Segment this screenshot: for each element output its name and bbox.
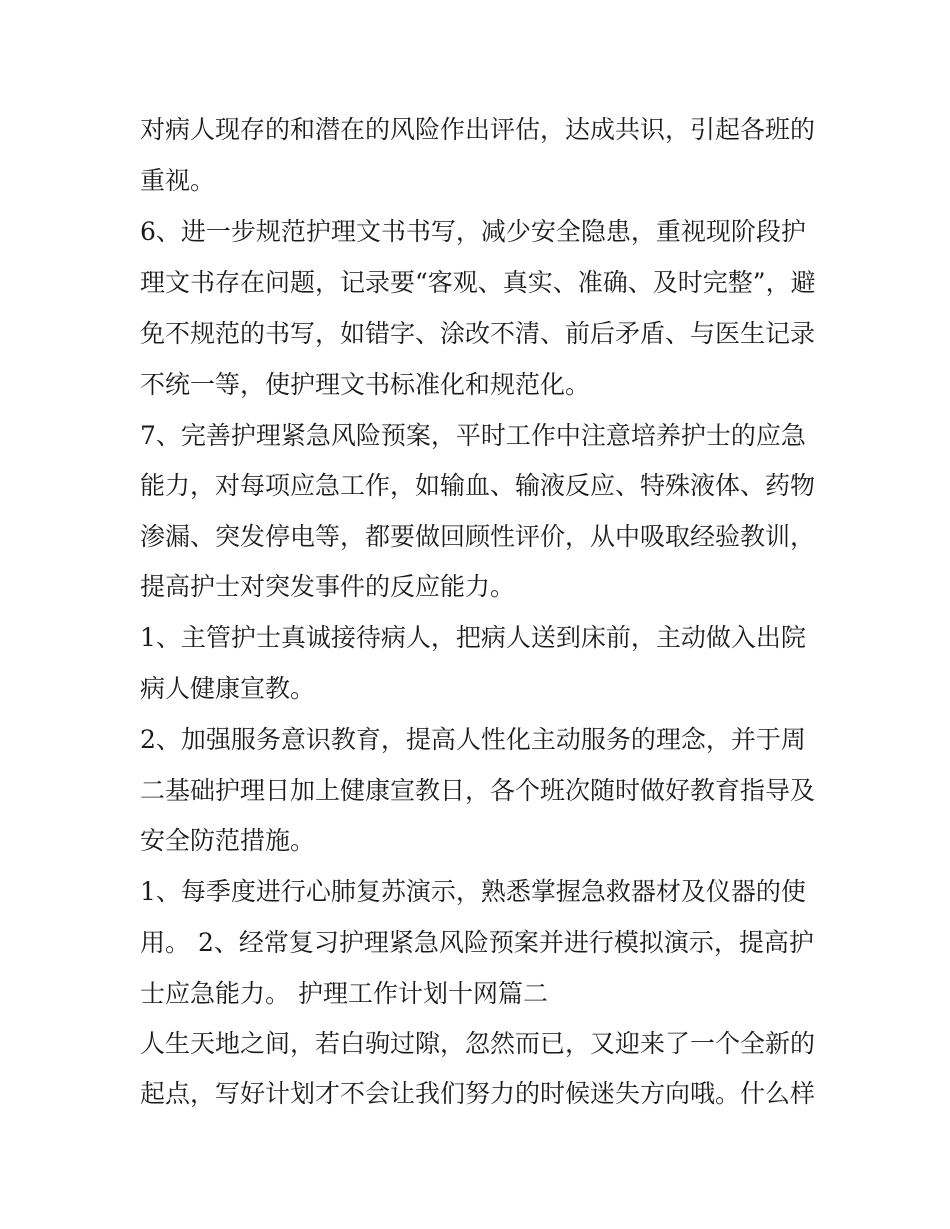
text-line: 免不规范的书写，如错字、涂改不清、前后矛盾、与医生记录 (140, 319, 816, 348)
text-line: 6、进一步规范护理文书书写，减少安全隐患，重视现阶段护 (140, 217, 806, 246)
text-line: 重视。 (140, 166, 216, 195)
text-line: 不统一等，使护理文书标准化和规范化。 (140, 370, 591, 399)
text-line: 能力，对每项应急工作，如输血、输液反应、特殊液体、药物 (140, 471, 816, 500)
text-line: 对病人现存的和潜在的风险作出评估，达成共识，引起各班的 (140, 115, 816, 144)
text-line: 2、加强服务意识教育，提高人性化主动服务的理念，并于周 (140, 725, 806, 754)
text-line: 1、主管护士真诚接待病人，把病人送到床前，主动做入出院 (140, 623, 806, 652)
text-line: 士应急能力。 护理工作计划十网篇二 (140, 979, 548, 1008)
text-line: 提高护士对突发事件的反应能力。 (140, 572, 516, 601)
text-line: 用。 2、经常复习护理紧急风险预案并进行模拟演示，提高护 (140, 928, 814, 957)
text-line: 渗漏、突发停电等，都要做回顾性评价，从中吸取经验教训， (140, 522, 816, 551)
text-line: 二基础护理日加上健康宣教日，各个班次随时做好教育指导及 (140, 776, 816, 805)
text-line: 理文书存在问题，记录要“客观、真实、准确、及时完整”，避 (140, 268, 816, 297)
text-line: 人生天地之间，若白驹过隙，忽然而已，又迎来了一个全新的 (140, 1029, 816, 1058)
text-line: 1、每季度进行心肺复苏演示，熟悉掌握急救器材及仪器的使 (140, 877, 806, 906)
text-line: 病人健康宣教。 (140, 674, 316, 703)
text-line: 起点，写好计划才不会让我们努力的时候迷失方向哦。什么样 (140, 1079, 816, 1108)
text-line: 7、完善护理紧急风险预案，平时工作中注意培养护士的应急 (140, 421, 806, 450)
text-line: 安全防范措施。 (140, 826, 316, 855)
